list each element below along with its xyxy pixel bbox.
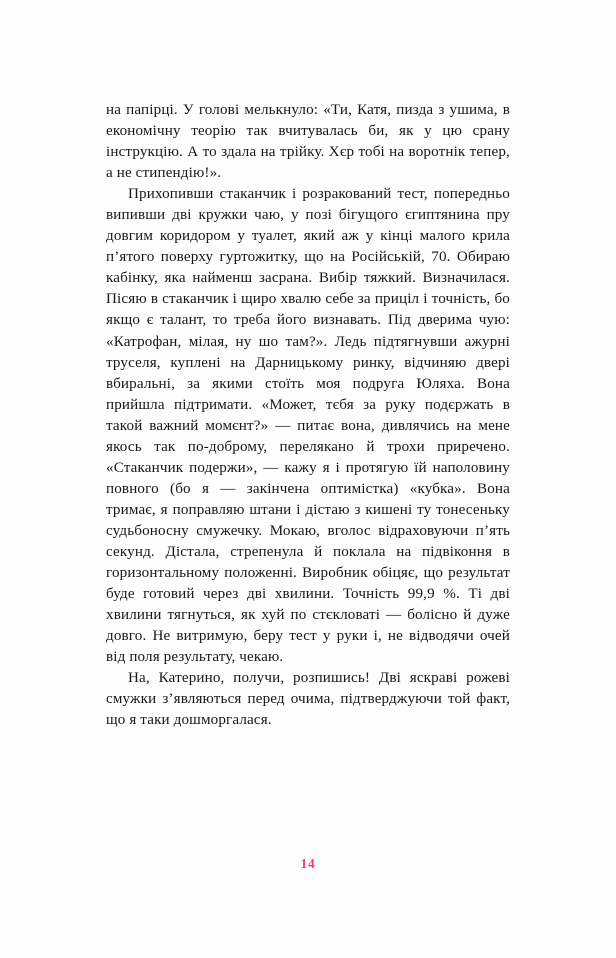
paragraph: на папірці. У голові мелькнуло: «Ти, Катя, пизда з ушима, в економічну теорію так вчитувалась би, як у цю срану інструкцію. А то здала на трійку. Хєр тобі на воротнік тепер, а не стипендію!».	[106, 102, 510, 182]
paragraph: Прихопивши стаканчик і розракований тест, попередньо випивши дві кружки чаю, у позі бігущого єгиптянина пру довгим коридором у туалет, який аж у кінці малого крила п’ятого поверху гуртожитку, що на Російській, 70. Обираю кабінку, яка найменш засрана. Вибір тяжкий. Визначилася. Пісяю в стаканчик і щиро хвалю себе за приціл і точність, бо якщо є талант, то треба його визнавать. Під дверима чую: «Катрофан, мілая, ну шо там?». Ледь підтягнувши ажурні труселя, куплені на Дарницькому ринку, відчиняю двері вбиральні, за якими стоїть моя подруга Юляха. Вона прийшла підтримати. «Может, тєбя за руку подєржать в такой важний момєнт?» — питає вона, дивлячись на мене якось так по-доброму, перелякано й трохи приречено. «Стаканчик подержи», — кажу я і протягую їй наполовину повного (бо я — закінчена оптимістка) «кубка». Вона тримає, я поправляю штани і дістаю з кишені ту тонесеньку судьбоносну смужечку. Мокаю, вголос відраховуючи п’ять секунд. Дістала, стрепенула й поклала на підвіконня в горизонтальному положенні. Виробник обіцяє, що результат буде готовий через дві хвилини. Точність 99,9 %. Ті дві хвилини тягнуться, як хуй по стєкловаті — болісно й дуже довго. Не витримую, беру тест у руки і, не відводячи очей від поля результату, чекаю.	[106, 186, 510, 666]
page-number	[0, 856, 616, 872]
paragraph: На, Катерино, получи, розпишись! Дві яскраві рожеві смужки з’являються перед очима, підтверджуючи той факт, що я таки дошморгалася.	[106, 670, 510, 729]
page-number-value: 14	[300, 856, 316, 871]
page-text-block	[106, 100, 510, 731]
